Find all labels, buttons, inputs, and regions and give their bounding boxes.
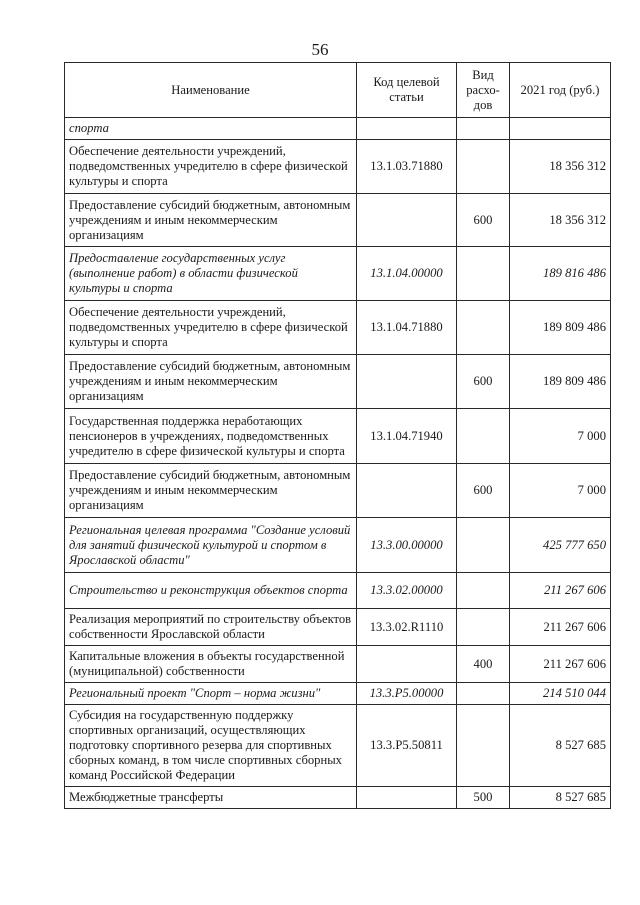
row-sum-cell: 189 809 486 [510,301,611,355]
row-name-cell: Обеспечение деятельности учреждений, подведомственных учредителю в сфере физической культуры и спорта [65,140,357,194]
row-sum-cell: 18 356 312 [510,194,611,247]
page-number: 56 [311,40,329,59]
table-row [65,140,611,194]
row-sum-cell: 189 816 486 [510,247,611,301]
table-row [65,573,611,609]
row-name-cell: Региональный проект "Спорт – норма жизни" [65,683,357,705]
row-code-cell [357,787,457,809]
row-code-cell [357,118,457,140]
header-type: Вид расхо-дов [457,63,510,118]
row-type-cell [457,247,510,301]
budget-table [64,62,611,809]
row-code-cell [357,464,457,518]
row-code-cell: 13.3.P5.50811 [357,705,457,787]
row-type-cell [457,518,510,573]
row-code-cell [357,646,457,683]
header-sum: 2021 год (руб.) [510,63,611,118]
row-type-cell [457,409,510,464]
row-code-cell: 13.3.02.00000 [357,573,457,609]
row-sum-cell: 425 777 650 [510,518,611,573]
row-type-cell [457,140,510,194]
row-name-cell: Государственная поддержка неработающих пенсионеров в учреждениях, подведомственных учредителю в сфере физической культуры и спорта [65,409,357,464]
row-type-cell [457,118,510,140]
row-sum-cell: 8 527 685 [510,787,611,809]
row-type-cell: 600 [457,194,510,247]
row-type-cell: 400 [457,646,510,683]
row-type-cell: 600 [457,355,510,409]
row-type-cell: 500 [457,787,510,809]
row-type-cell [457,609,510,646]
row-code-cell [357,355,457,409]
row-sum-cell [510,118,611,140]
row-type-cell: 600 [457,464,510,518]
table-row [65,518,611,573]
row-code-cell: 13.3.00.00000 [357,518,457,573]
row-name-cell: Предоставление субсидий бюджетным, автономным учреждениям и иным некоммерческим организациям [65,464,357,518]
row-name-cell: Строительство и реконструкция объектов спорта [65,573,357,609]
table-row [65,409,611,464]
row-name-cell: спорта [65,118,357,140]
row-code-cell: 13.3.02.R1110 [357,609,457,646]
row-sum-cell: 18 356 312 [510,140,611,194]
table-row [65,247,611,301]
row-name-cell: Капитальные вложения в объекты государственной (муниципальной) собственности [65,646,357,683]
row-name-cell: Субсидия на государственную поддержку спортивных организаций, осуществляющих подготовку спортивного резерва для спортивных сборных команд, в том числе спортивных сборных команд Российской Федерации [65,705,357,787]
header-code: Код целевой статьи [357,63,457,118]
table-row [65,683,611,705]
row-sum-cell: 211 267 606 [510,646,611,683]
table-row [65,787,611,809]
table-row [65,609,611,646]
row-sum-cell: 214 510 044 [510,683,611,705]
row-code-cell: 13.1.04.71880 [357,301,457,355]
table-body [65,118,611,809]
table-row [65,646,611,683]
row-sum-cell: 7 000 [510,464,611,518]
row-sum-cell: 8 527 685 [510,705,611,787]
table-row [65,705,611,787]
row-code-cell: 13.1.03.71880 [357,140,457,194]
row-sum-cell: 211 267 606 [510,609,611,646]
row-type-cell [457,301,510,355]
row-code-cell: 13.3.P5.00000 [357,683,457,705]
row-type-cell [457,683,510,705]
row-name-cell: Реализация мероприятий по строительству объектов собственности Ярославской области [65,609,357,646]
table-header-row [65,63,611,118]
row-sum-cell: 211 267 606 [510,573,611,609]
header-name: Наименование [65,63,357,118]
row-sum-cell: 189 809 486 [510,355,611,409]
row-code-cell [357,194,457,247]
row-name-cell: Предоставление государственных услуг (выполнение работ) в области физической культуры и спорта [65,247,357,301]
table-row [65,355,611,409]
row-name-cell: Региональная целевая программа "Создание условий для занятий физической культурой и спортом в Ярославской области" [65,518,357,573]
table-row [65,194,611,247]
row-type-cell [457,705,510,787]
table-row [65,118,611,140]
row-name-cell: Предоставление субсидий бюджетным, автономным учреждениям и иным некоммерческим организациям [65,194,357,247]
row-type-cell [457,573,510,609]
table-row [65,464,611,518]
row-name-cell: Обеспечение деятельности учреждений, подведомственных учредителю в сфере физической культуры и спорта [65,301,357,355]
row-code-cell: 13.1.04.00000 [357,247,457,301]
row-name-cell: Межбюджетные трансферты [65,787,357,809]
row-name-cell: Предоставление субсидий бюджетным, автономным учреждениям и иным некоммерческим организациям [65,355,357,409]
row-sum-cell: 7 000 [510,409,611,464]
row-code-cell: 13.1.04.71940 [357,409,457,464]
table-row [65,301,611,355]
